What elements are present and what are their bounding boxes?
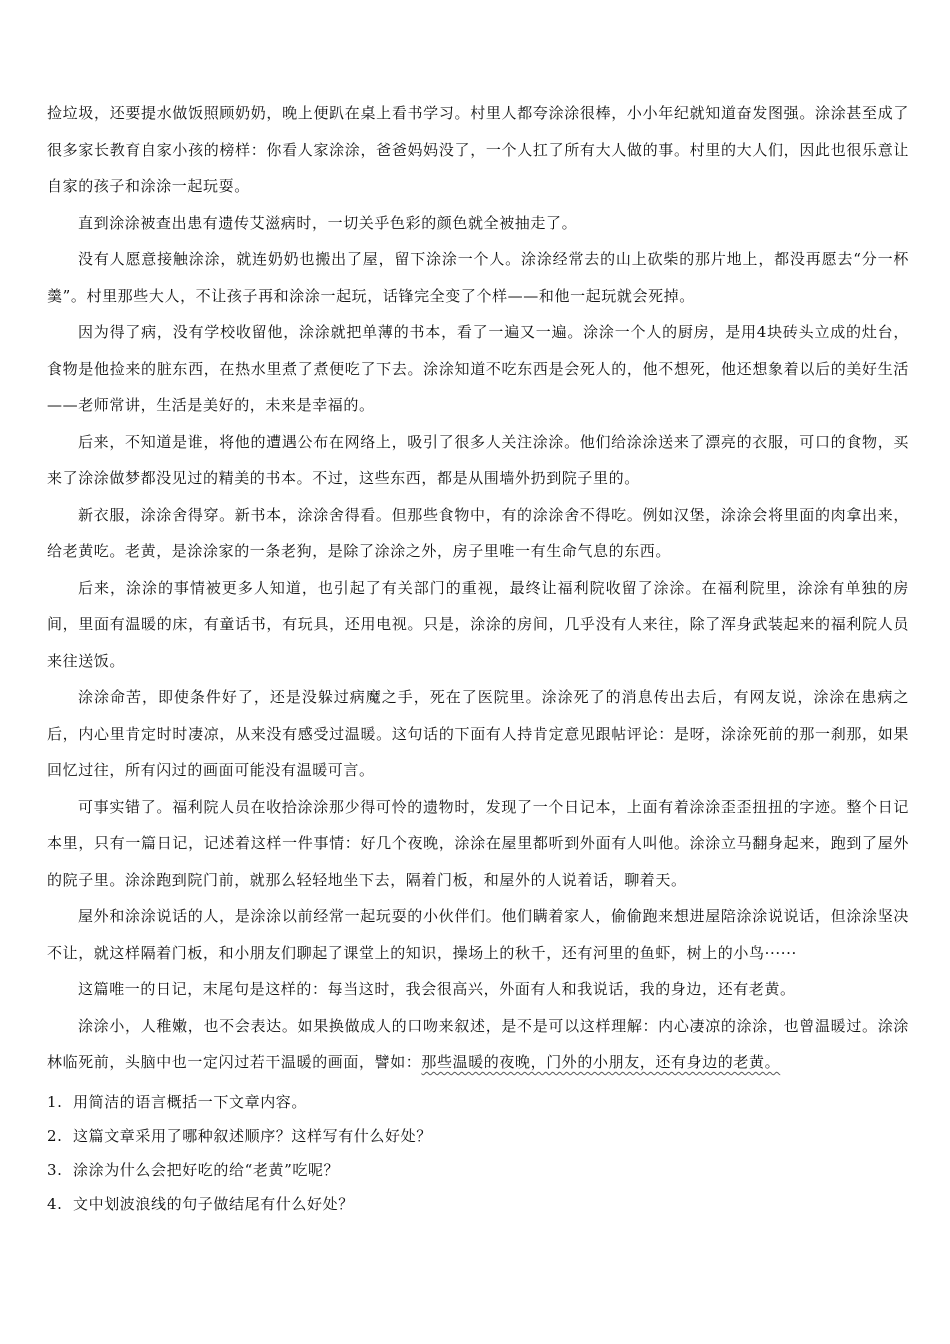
- paragraph-3: 没有人愿意接触涂涂，就连奶奶也搬出了屋，留下涂涂一个人。涂涂经常去的山上砍柴的那片地上，都没再愿去“分一杯羹”。村里那些大人，不让孩子再和涂涂一起玩，话锋完全变了个样——和他一起玩就会死掉。: [47, 250, 909, 305]
- question-list: [47, 1085, 909, 1221]
- paragraph-1: 捡垃圾，还要提水做饭照顾奶奶，晚上便趴在桌上看书学习。村里人都夸涂涂很棒，小小年纪就知道奋发图强。涂涂甚至成了很多家长教育自家小孩的榜样：你看人家涂涂，爸爸妈妈没了，一个人扛了所有大人做的事。村里的大人们，因此也很乐意让自家的孩子和涂涂一起玩耍。: [47, 104, 909, 195]
- paragraph-6: 新衣服，涂涂舍得穿。新书本，涂涂舍得看。但那些食物中，有的涂涂舍不得吃。例如汉堡，涂涂会将里面的肉拿出来，给老黄吃。老黄，是涂涂家的一条老狗，是除了涂涂之外，房子里唯一有生命气息的东西。: [47, 505, 909, 560]
- paragraph-4: 因为得了病，没有学校收留他，涂涂就把单薄的书本，看了一遍又一遍。涂涂一个人的厨房，是用4块砖头立成的灶台，食物是他捡来的脏东西，在热水里煮了煮便吃了下去。涂涂知道不吃东西是会死人的，他不想死，他还想象着以后的美好生活——老师常讲，生活是美好的，未来是幸福的。: [47, 323, 909, 414]
- question-number: 4.: [47, 1194, 63, 1213]
- paragraph-7: 后来，涂涂的事情被更多人知道，也引起了有关部门的重视，最终让福利院收留了涂涂。在福利院里，涂涂有单独的房间，里面有温暖的床，有童话书，有玩具，还用电视。只是，涂涂的房间，几乎没有人来往，除了浑身武装起来的福利院人员来往送饭。: [47, 578, 909, 670]
- question-text: 文中划波浪线的句子做结尾有什么好处？: [73, 1194, 354, 1213]
- question-4: [47, 1187, 909, 1221]
- question-text: 用简洁的语言概括一下文章内容。: [73, 1092, 308, 1111]
- question-3: [47, 1153, 909, 1187]
- paragraph-12: [47, 1008, 909, 1081]
- question-text: 涂涂为什么会把好吃的给“老黄”吃呢？: [73, 1160, 340, 1179]
- paragraph-10: 屋外和涂涂说话的人，是涂涂以前经常一起玩耍的小伙伴们。他们瞒着家人，偷偷跑来想进屋陪涂涂说说话，但涂涂坚决不让，就这样隔着门板，和小朋友们聊起了课堂上的知识，操场上的秋千，还有河里的鱼虾，树上的小鸟······: [47, 907, 909, 962]
- question-1: [47, 1085, 909, 1119]
- question-2: [47, 1119, 909, 1153]
- question-text: 这篇文章采用了哪种叙述顺序？这样写有什么好处？: [73, 1126, 432, 1145]
- paragraph-5: 后来，不知道是谁，将他的遭遇公布在网络上，吸引了很多人关注涂涂。他们给涂涂送来了漂亮的衣服，可口的食物，买来了涂涂做梦都没见过的精美的书本。不过，这些东西，都是从围墙外扔到院子里的。: [47, 432, 909, 487]
- question-number: 3.: [47, 1160, 63, 1179]
- paragraph-9: 可事实错了。福利院人员在收拾涂涂那少得可怜的遗物时，发现了一个日记本，上面有着涂涂歪歪扭扭的字迹。整个日记本里，只有一篇日记，记述着这样一件事情：好几个夜晚，涂涂在屋里都听到外面有人叫他。涂涂立马翻身起来，跑到了屋外的院子里。涂涂跑到院门前，就那么轻轻地坐下去，隔着门板，和屋外的人说着话，聊着天。: [47, 797, 909, 889]
- document-page: [47, 95, 909, 1221]
- paragraph-2: 直到涂涂被查出患有遗传艾滋病时，一切关乎色彩的颜色就全被抽走了。: [78, 213, 578, 232]
- wavy-underlined-sentence: 那些温暖的夜晚，门外的小朋友，还有身边的老黄。: [421, 1053, 781, 1071]
- paragraph-8: 涂涂命苦，即使条件好了，还是没躲过病魔之手，死在了医院里。涂涂死了的消息传出去后，有网友说，涂涂在患病之后，内心里肯定时时凄凉，从来没有感受过温暖。这句话的下面有人持肯定意见跟帖评论：是呀，涂涂死前的那一刹那，如果回忆过往，所有闪过的画面可能没有温暖可言。: [47, 688, 909, 779]
- question-number: 1.: [47, 1092, 63, 1111]
- paragraph-12-text: 涂涂小，人稚嫩，也不会表达。如果换做成人的口吻来叙述，是不是可以这样理解：内心凄凉的涂涂，也曾温暖过。涂涂林临死前，头脑中也一定闪过若干温暖的画面，譬如：: [47, 1016, 909, 1071]
- question-number: 2.: [47, 1126, 63, 1145]
- paragraph-11: 这篇唯一的日记，末尾句是这样的：每当这时，我会很高兴，外面有人和我说话，我的身边，还有老黄。: [78, 980, 796, 998]
